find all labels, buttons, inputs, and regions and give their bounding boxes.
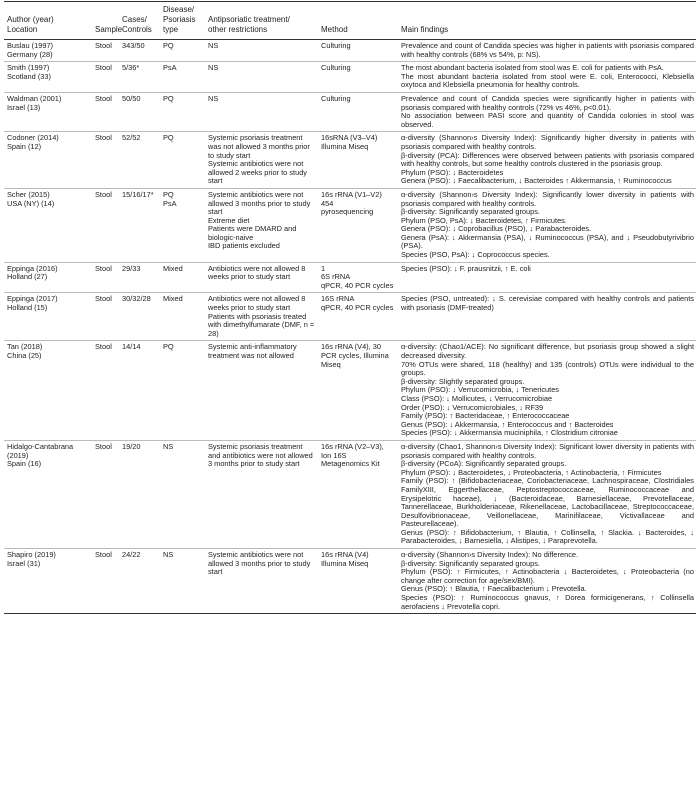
header-cases: Cases/ Controls [119,2,160,40]
table-row [4,92,696,131]
table-row [4,549,696,614]
findings-cell [398,40,696,62]
author-cell [4,262,92,293]
method-line: Illumina Miseq [321,558,369,568]
finding-line: Species (PSO, untreated): ↓ S. cerevisiae compared with healthy controls and patients with psoriasis (DMF-treated) [401,294,694,313]
author-line: Holland (27) [7,272,48,282]
author-line: Germany (28) [7,49,53,59]
method-line: 16s rRNA (V4), 30 PCR cycles, Illumina Miseq [321,342,389,369]
disease-type-line: NS [163,441,174,451]
author-line: Codoner (2014) [7,133,59,143]
treatment-line: Antibiotics were not allowed 8 weeks prior to study start [208,294,306,313]
author-line: Scotland (33) [7,71,51,81]
header-method: Method [318,2,398,40]
treatment-cell [205,293,318,341]
treatment-line: NS [208,63,219,73]
author-line: Tan (2018) [7,342,43,352]
treatment-line: Antibiotics were not allowed 8 weeks prior to study start [208,263,306,282]
method-line: 16S rRNA [321,294,355,304]
method-line: 454 [321,198,334,208]
author-line: Eppinga (2017) [7,294,58,304]
finding-line: No association between PASI score and quantity of Candida colonies in stool was observed. [401,111,694,129]
disease-type-cell [160,440,205,548]
finding-line: Genera (PSO): ↓ Coprobacillus (PSO), ↓ Parabacteroides. [401,224,592,234]
finding-line: Species (PSO): ↓ F. prausnitzii, ↑ E. coli [401,263,531,273]
findings-cell [398,188,696,262]
finding-line: Genus (PSO): ↑ Blautia, ↑ Faecalibacterium ↓ Prevotella. [401,584,587,594]
treatment-line: Systemic psoriasis treatment was not allowed 3 months prior to study start [208,133,310,160]
findings-cell [398,132,696,189]
method-line: 1 [321,263,326,273]
author-cell [4,62,92,93]
sample-cell: Stool [92,440,119,548]
author-line: Waldman (2001) [7,93,62,103]
findings-cell [398,92,696,131]
disease-type-cell [160,40,205,62]
finding-line: Class (PSO): ↓ Mollicutes, ↓ Verrucomicrobiae [401,393,553,403]
table-row [4,62,696,93]
method-cell [318,40,398,62]
findings-cell [398,293,696,341]
finding-line: Order (PSO): ↓ Verrucomicrobiales, ↓ RF39 [401,402,544,412]
disease-type-line: PsA [163,63,177,73]
treatment-line: Systemic anti-inflammatory treatment was not allowed [208,342,297,360]
author-cell [4,549,92,614]
cases-cell: 29/33 [119,262,160,293]
author-line: Israel (31) [7,558,41,568]
sample-cell: Stool [92,188,119,262]
method-line: Culturing [321,93,351,103]
treatment-line: Systemic antibiotics were not allowed 3 months prior to study start [208,189,311,217]
sample-cell: Stool [92,262,119,293]
cases-cell: 52/52 [119,132,160,189]
header-sample: Sample [92,2,119,40]
finding-line: The most abundant bacteria isolated from stool was E. coli for patients with PsA. [401,63,664,73]
cases-cell: 30/32/28 [119,293,160,341]
findings-cell [398,440,696,548]
author-line: Smith (1997) [7,63,50,73]
finding-line: α-diversity: (Chao1/ACE): No significant difference, but psoriasis group showed a slight decreased diversity. [401,342,694,360]
treatment-line: NS [208,41,219,50]
disease-type-line: Mixed [163,294,183,304]
author-line: USA (NY) (14) [7,198,55,208]
author-cell [4,293,92,341]
sample-cell: Stool [92,40,119,62]
treatment-cell [205,549,318,614]
disease-type-cell [160,188,205,262]
studies-table [4,1,696,614]
method-cell [318,188,398,262]
finding-line: The most abundant bacteria isolated from stool were E. coli, Enterococci, Klebsiella oxytoca and Klebsiella pneumonia for healthy controls. [401,71,694,90]
sample-cell: Stool [92,293,119,341]
treatment-line: Systemic antibiotics were not allowed 3 months prior to study start [208,550,311,577]
findings-cell [398,549,696,614]
treatment-line: IBD patients excluded [208,241,280,251]
author-cell [4,40,92,62]
finding-line: Phylum (PSO): ↑ Firmicutes, ↑ Actinobacteria ↓ Bacteroidetes, ↓ Proteobacteria (no change after correction for age/sex/BMI). [401,567,694,585]
treatment-line: Patients with psoriasis treated with dimethylfumarate (DMF, n = 28) [208,311,315,338]
cases-cell: 19/20 [119,440,160,548]
treatment-cell [205,440,318,548]
disease-type-line: PQ [163,189,174,199]
author-cell [4,341,92,441]
disease-type-cell [160,62,205,93]
author-cell [4,92,92,131]
cases-cell: 14/14 [119,341,160,441]
disease-type-cell [160,132,205,189]
treatment-cell [205,188,318,262]
finding-line: Family (PSO): ↑ (Bifidobacteriaceae, Coriobacteriaceae, Lachnospiraceae, Clostridiales FamilyXIII, Eggerthellaceae, Peptostreptococcaceae, Ruminococcaceae and Erysipelotric haceae), ↓ (Bacteroidaceae, Barnesiellaceae, Prevotellaceae, Tannerellaceae, Burkholderiaceae, Rikenellaceae, Lactobacillaceae, Streptococcaceae, Desulfovibrionaceae, Veillonellaceae, Marinifilaceae, Victivallaceae and Pasteurellaceae). [401,476,694,529]
method-line: qPCR, 40 PCR cycles [321,280,394,290]
finding-line: Phylum (PSO): ↓ Bacteroidetes, ↓ Proteobacteria, ↑ Actinobacteria, ↑ Firmicutes [401,467,662,477]
cases-cell: 15/16/17* [119,188,160,262]
table-row [4,293,696,341]
disease-type-cell [160,293,205,341]
finding-line: Genus (PSO): ↑ Bifidobacterium, ↑ Blautia, ↑ Collinsella, ↑ Slackia. ↓ Bacteroides, ↓ Parabacteroides, ↓ Barnesiella, ↓ Alistipes, ↓ Paraprevotella. [401,527,694,546]
method-line: qPCR, 40 PCR cycles [321,303,394,313]
treatment-cell [205,40,318,62]
findings-cell [398,62,696,93]
author-cell [4,188,92,262]
finding-line: Species (PSO): ↑ Ruminococcus gnavus, ↑ Dorea formicigenerans, ↑ Collinsella aerofaciens ↓ Prevotella copri. [401,593,694,611]
method-line: 16s rRNA (V4) [321,550,369,560]
author-cell [4,440,92,548]
method-cell [318,440,398,548]
finding-line: Genera (PSO): ↓ Faecalibacterium, ↓ Bacteroides ↑ Akkermansia, ↑ Ruminococcus [401,176,672,186]
findings-cell [398,262,696,293]
finding-line: Phylum (PSO): ↓ Bacteroidetes [401,167,504,177]
table-row [4,262,696,293]
finding-line: Phylum (PSO, PsA): ↓ Bacteroidetes, ↑ Firmicutes. [401,215,567,225]
treatment-cell [205,92,318,131]
finding-line: α-diversity (Shannon›s Diversity Index): No difference. [401,550,579,560]
cases-cell: 50/50 [119,92,160,131]
header-treatment: Antipsoriatic treatment/ other restrictions [205,2,318,40]
finding-line: α-diversity (Shannon›s Diversity Index): Significantly lower diversity in patients with psoriasis compared with healthy controls. [401,189,694,208]
author-line: Hidalgo-Cantabrana (2019) [7,441,74,460]
author-line: Shapiro (2019) [7,550,56,560]
treatment-cell [205,341,318,441]
treatment-line: Systemic antibiotics were not allowed 2 weeks prior to study start [208,159,308,186]
treatment-line: Extreme diet [208,215,250,225]
author-line: Holland (15) [7,303,48,313]
method-line: Culturing [321,63,351,73]
method-cell [318,262,398,293]
table-body [4,40,696,614]
method-line: Culturing [321,41,351,50]
cases-cell: 343/50 [119,40,160,62]
finding-line: Genera (PsA): ↓ Akkermansia (PSA), ↓ Ruminococcus (PSA), and ↓ Pseudobutyrivibrio (PSA). [401,232,694,251]
method-line: 16s rRNA (V2–V3), Ion 16S Metagenomics Kit [321,441,384,469]
disease-type-line: PQ [163,342,174,352]
finding-line: Species (PSO, PsA): ↓ Coprococcus species. [401,250,550,260]
finding-line: Prevalence and count of Candida species were significantly higher in patients with psoriasis compared with healthy controls (72% vs 46%, p<0.01). [401,93,694,112]
author-line: Spain (16) [7,459,42,469]
method-cell [318,549,398,614]
author-line: Eppinga (2016) [7,263,58,273]
finding-line: β-diversity (PCoA): Significantly separated groups. [401,459,567,469]
disease-type-line: PQ [163,133,174,143]
finding-line: β-diversity: Significantly separated groups. [401,207,540,217]
finding-line: β-diversity (PCA): Differences were observed between patients with psoriasis compared with healthy controls, but some healthy controls clustered in the psoriasis group. [401,150,694,169]
finding-line: α-diversity (Chao1, Shannon›s Diversity Index): Significant lower diversity in patients with psoriasis compared with healthy controls. [401,441,694,460]
finding-line: Prevalence and count of Candida species was higher in patients with psoriasis compared with healthy controls (68% vs 54%, p: NS). [401,41,694,59]
treatment-line: Patients were DMARD and biologic-naive [208,224,297,242]
cases-cell: 5/36* [119,62,160,93]
finding-line: Phylum (PSO): ↓ Verrucomicrobia, ↓ Tenericutes [401,385,559,395]
finding-line: Genus (PSO): ↓ Akkermansia, ↑ Enterococcus and ↑ Bacteroides [401,419,614,429]
treatment-cell [205,262,318,293]
sample-cell: Stool [92,132,119,189]
finding-line: Species (PSO): ↓ Akkermansia muciniphila, ↑ Clostridium citroniae [401,428,618,438]
sample-cell: Stool [92,341,119,441]
author-line: Buslau (1997) [7,41,54,50]
finding-line: β-diversity: Significantly separated groups. [401,558,540,568]
sample-cell: Stool [92,62,119,93]
finding-line: Family (PSO): ↑ Bacteridaceae, ↑ Enterococcaceae [401,411,570,421]
table-row [4,132,696,189]
sample-cell: Stool [92,549,119,614]
treatment-line: Systemic psoriasis treatment and antibiotics were not allowed 3 months prior to study start [208,441,313,469]
table-row [4,188,696,262]
method-cell [318,132,398,189]
disease-type-line: NS [163,550,174,560]
cases-cell: 24/22 [119,549,160,614]
method-cell [318,293,398,341]
method-line: 16s rRNA (V1–V2) [321,189,382,199]
author-cell [4,132,92,189]
author-line: Scher (2015) [7,189,50,199]
findings-cell [398,341,696,441]
method-cell [318,92,398,131]
method-line: Illumina Miseq [321,141,369,151]
author-line: Spain (12) [7,141,42,151]
table-row [4,40,696,62]
table-row [4,440,696,548]
header-findings: Main findings [398,2,696,40]
finding-line: α-diversity (Shannon›s Diversity Index): Significantly higher diversity in patients with psoriasis compared with healthy controls. [401,133,694,151]
header-row [4,2,696,40]
disease-type-line: Mixed [163,263,183,273]
method-line: 6S rRNA [321,272,351,282]
disease-type-cell [160,262,205,293]
disease-type-cell [160,341,205,441]
treatment-line: NS [208,93,219,103]
disease-type-cell [160,92,205,131]
disease-type-line: PsA [163,198,177,208]
method-cell [318,62,398,93]
header-author: Author (year) Location [4,2,92,40]
method-line: pyrosequencing [321,207,374,217]
author-line: China (25) [7,351,42,360]
treatment-cell [205,132,318,189]
finding-line: 70% OTUs were shared, 118 (healthy) and 135 (controls) OTUs were individual to the groups. [401,359,694,378]
sample-cell: Stool [92,92,119,131]
table-row [4,341,696,441]
author-line: Israel (13) [7,102,41,112]
disease-type-cell [160,549,205,614]
method-cell [318,341,398,441]
method-line: 16sRNA (V3–V4) [321,133,378,143]
finding-line: β-diversity: Slightly separated groups. [401,376,525,386]
disease-type-line: PQ [163,93,174,103]
header-disease-type: Disease/ Psoriasis type [160,2,205,40]
treatment-cell [205,62,318,93]
disease-type-line: PQ [163,41,174,50]
